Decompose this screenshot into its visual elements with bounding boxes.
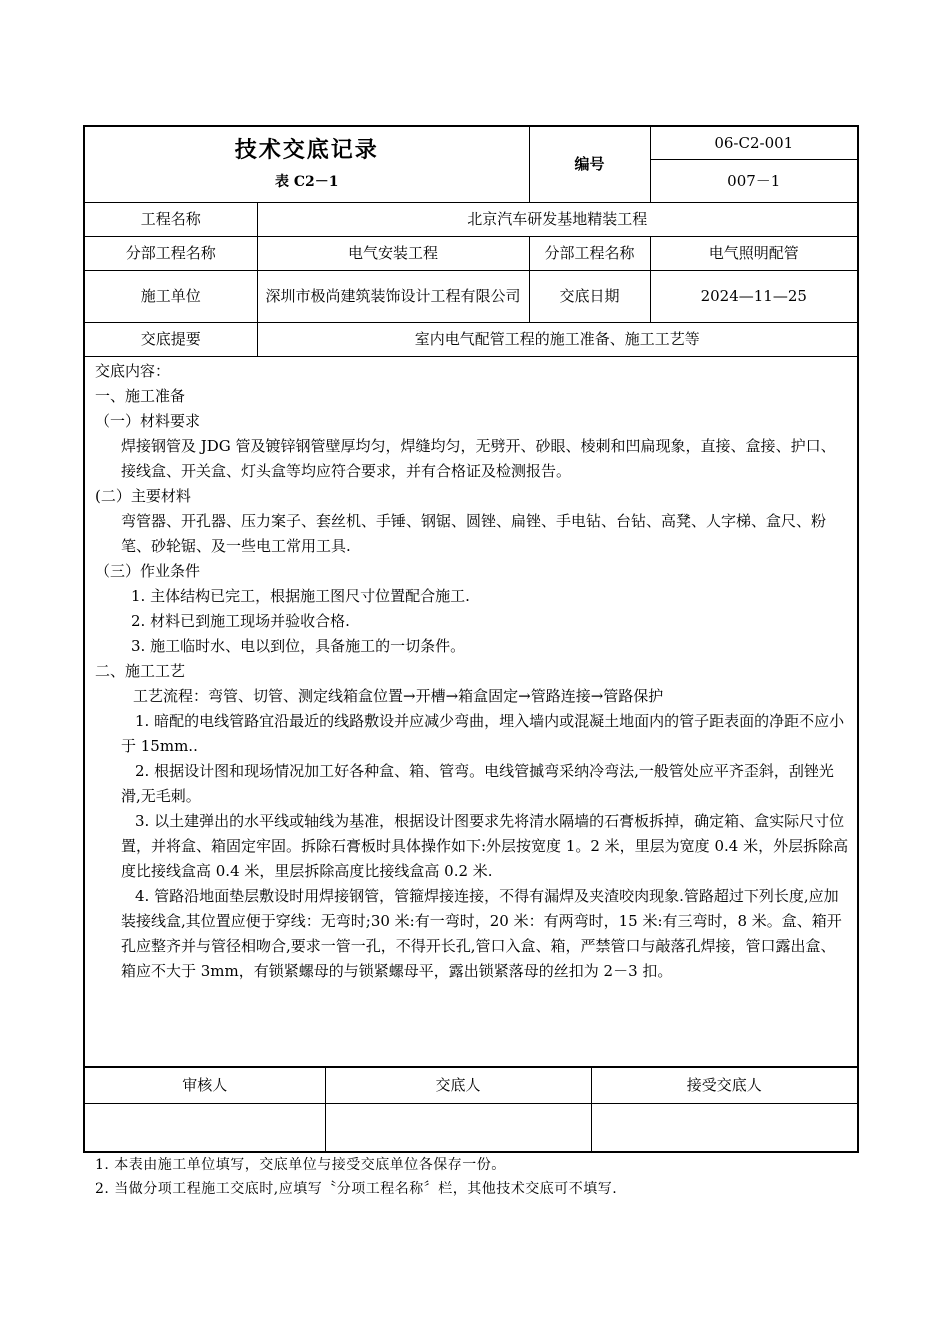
contractor-label: 施工单位 (84, 270, 257, 322)
receiver-label: 接受交底人 (591, 1068, 858, 1104)
number-label: 编号 (529, 126, 650, 202)
signature-table (83, 1068, 859, 1153)
condition-item: 3. 施工临时水、电以到位，具备施工的一切条件。 (131, 636, 466, 655)
receiver-signature-field[interactable] (591, 1103, 858, 1152)
disclosure-content (84, 356, 858, 1067)
sub-project-label-1: 分部工程名称 (84, 236, 257, 270)
note-item: 1. 本表由施工单位填写，交底单位与接受交底单位各保存一份。 (95, 1157, 506, 1173)
summary-value: 室内电气配管工程的施工准备、施工工艺等 (257, 322, 858, 356)
section-1-2-text: 弯管器、开孔器、压力案子、套丝机、手锤、钢锯、圆锉、扁锉、手电钻、台钻、高凳、人字梯、盒尺、粉笔、砂轮锯、及一些电工常用工具. (121, 511, 827, 555)
condition-item: 2. 材料已到施工现场并验收合格. (131, 611, 350, 630)
note-item: 2. 当做分项工程施工交底时,应填写〝分项工程名称〞栏，其他技术交底可不填写. (95, 1181, 618, 1197)
process-item: 4. 管路沿地面垫层敷设时用焊接钢管，管箍焊接连接，不得有漏焊及夹渣咬肉现象.管路超过下列长度,应加装接线盒,其位置应便于穿线：无弯时;30 米:有一弯时，20 米：有两弯时，15 米:有三弯时，8 米。盒、箱开孔应整齐并与管径相吻合,要求一管一孔，不得开长孔,管口入盒、箱，严禁管口与敲落孔焊接，管口露出盒、箱应不大于 3mm，有锁紧螺母的与锁紧螺母平，露出锁紧落母的丝扣为 2－3 扣。 (121, 886, 842, 980)
section-1-1-title: （一）材料要求 (95, 411, 201, 430)
form-notes (95, 1153, 617, 1201)
page-title: 技术交底记录 (234, 137, 379, 164)
process-item: 3. 以土建弹出的水平线或轴线为基准，根据设计图要求先将清水隔墙的石膏板拆掉，确定箱、盒实际尺寸位置，并将盒、箱固定牢固。拆除石膏板时具体操作如下:外层按宽度 1。2 米，里层为宽度 0.4 米，外层拆除高度比接线盒高 0.4 米，里层拆除高度比接线盒高 0.2 米. (121, 811, 849, 880)
section-2-title: 二、施工工艺 (95, 661, 186, 680)
condition-item: 1. 主体结构已完工，根据施工图尺寸位置配合施工. (131, 586, 470, 605)
reviewer-label: 审核人 (84, 1068, 325, 1104)
number-value-1: 06-C2-001 (650, 126, 858, 159)
sub-project-value-2: 电气照明配管 (650, 236, 858, 270)
process-item: 1. 暗配的电线管路宜沿最近的线路敷设并应减少弯曲，埋入墙内或混凝土地面内的管子距表面的净距不应小于 15mm.. (121, 711, 845, 755)
section-1-title: 一、施工准备 (95, 386, 186, 405)
sub-project-label-2: 分部工程名称 (529, 236, 650, 270)
contractor-value: 深圳市极尚建筑装饰设计工程有限公司 (257, 270, 529, 322)
project-value: 北京汽车研发基地精装工程 (257, 202, 858, 236)
project-label: 工程名称 (84, 202, 257, 236)
date-value: 2024—11—25 (650, 270, 858, 322)
discloser-signature-field[interactable] (325, 1103, 591, 1152)
reviewer-signature-field[interactable] (84, 1103, 325, 1152)
section-1-1-text: 焊接钢管及 JDG 管及镀锌钢管壁厚均匀，焊缝均匀，无劈开、砂眼、棱刺和凹扁现象，直接、盒接、护口、接线盒、开关盒、灯头盒等均应符合要求，并有合格证及检测报告。 (121, 436, 836, 480)
section-1-3-title: （三）作业条件 (95, 561, 201, 580)
sub-project-value-1: 电气安装工程 (257, 236, 529, 270)
content-heading: 交底内容： (95, 361, 171, 380)
summary-label: 交底提要 (84, 322, 257, 356)
form-code: 表 C2－1 (275, 174, 339, 191)
title-cell (84, 126, 529, 202)
disclosure-form (83, 125, 857, 1153)
date-label: 交底日期 (529, 270, 650, 322)
form-table (83, 125, 859, 1068)
number-value-2: 007－1 (650, 159, 858, 202)
process-flow: 工艺流程：弯管、切管、测定线箱盒位置→开槽→箱盒固定→管路连接→管路保护 (133, 686, 664, 705)
discloser-label: 交底人 (325, 1068, 591, 1104)
section-1-2-title: (二）主要材料 (95, 486, 191, 505)
process-item: 2. 根据设计图和现场情况加工好各种盒、箱、管弯。电线管摵弯采纳冷弯法,一般管处应平齐歪斜，刮锉光滑,无毛刺。 (121, 761, 834, 805)
